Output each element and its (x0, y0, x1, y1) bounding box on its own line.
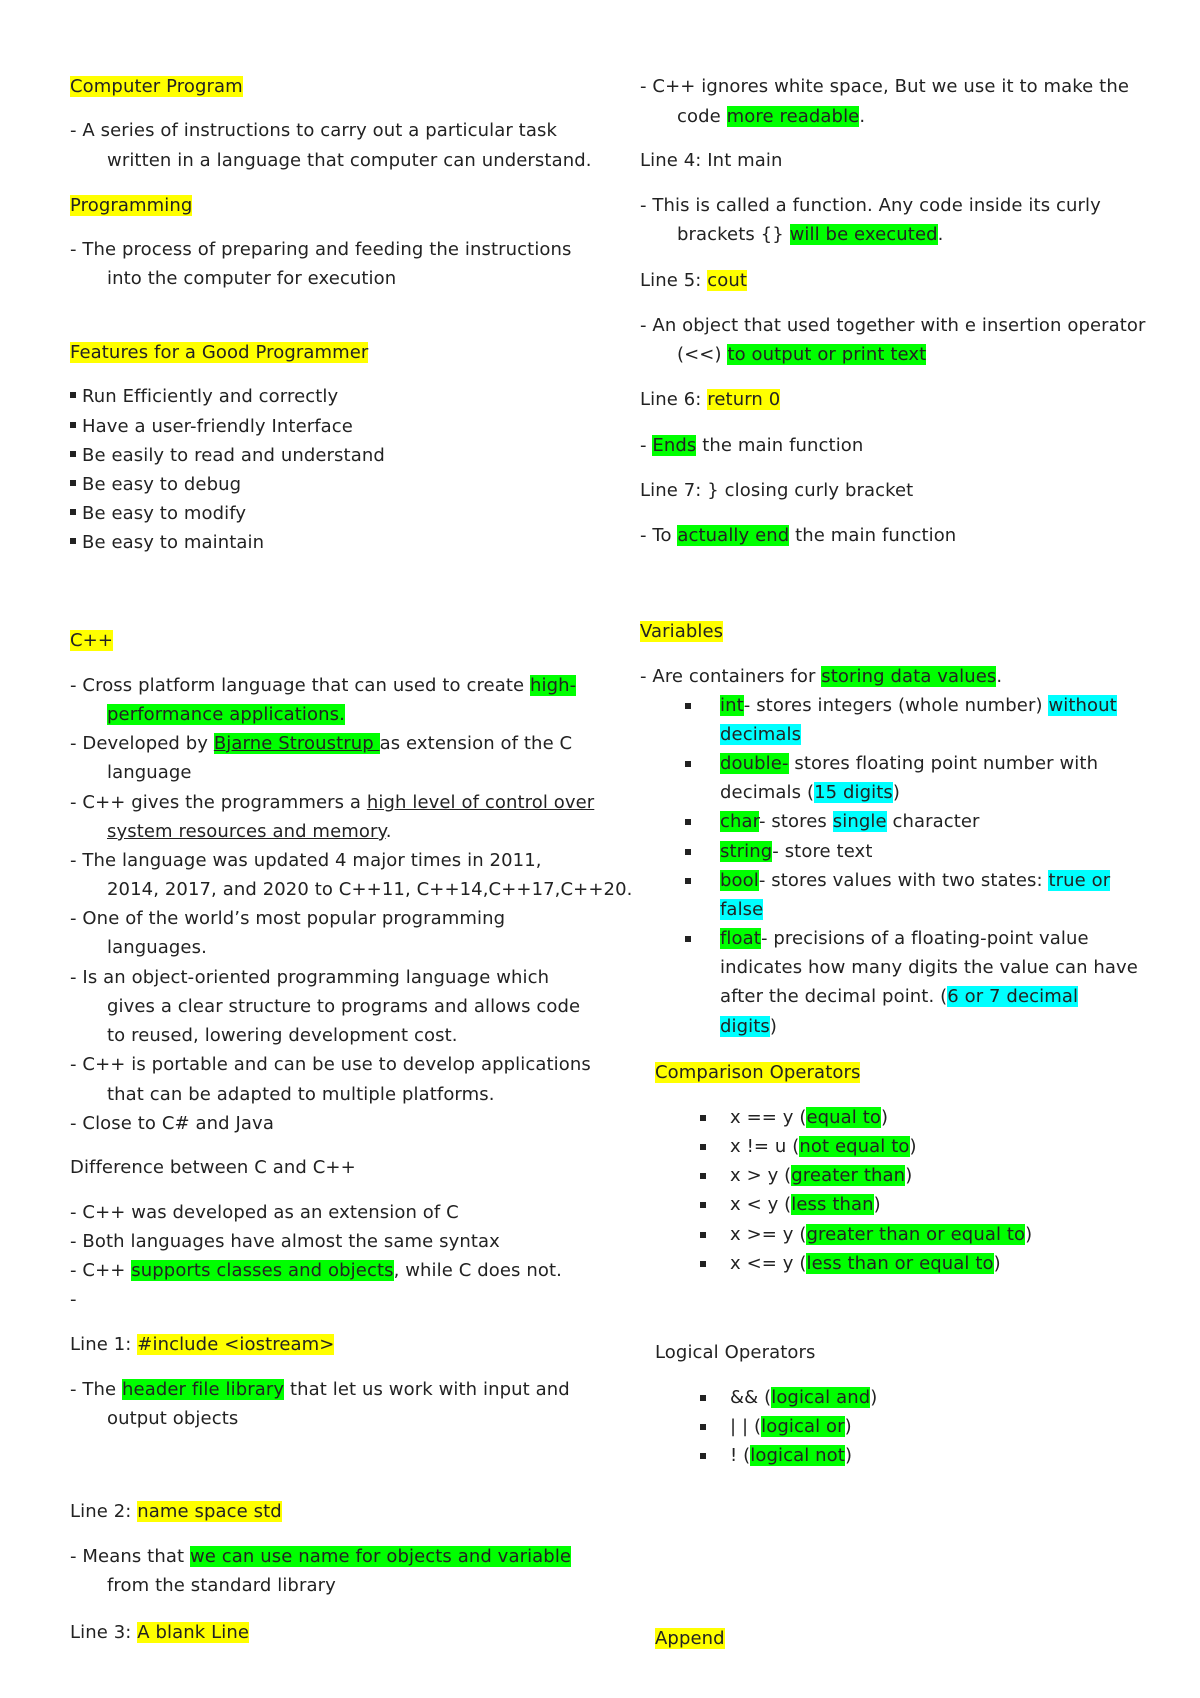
heading-comparison: Comparison Operators (655, 1062, 861, 1083)
comparison-op: x > y (greater than) (730, 1163, 912, 1189)
bullet-icon (700, 1144, 706, 1150)
heading-append: Append (655, 1628, 725, 1649)
var-type-char: char- stores single character (720, 809, 980, 835)
line-7-desc: - To actually end the main function (640, 525, 957, 546)
var-type-bool-cont: false (720, 899, 764, 920)
comparison-op: x == y (equal to) (730, 1105, 888, 1131)
var-type-float-cont: indicates how many digits the value can have (720, 957, 1138, 978)
cpp-point-3: - C++ gives the programmers a high level of control over (70, 792, 595, 813)
cpp-point-3-cont: system resources and memory. (107, 821, 392, 842)
feature-item: Be easy to debug (70, 472, 241, 498)
var-type-int: int- stores integers (whole number) without (720, 693, 1117, 719)
feature-item: Run Efficiently and correctly (70, 384, 338, 410)
bullet-icon (685, 761, 691, 767)
line-2-label: Line 2: name space std (70, 1501, 282, 1522)
bullet-icon (70, 451, 76, 457)
bullet-icon (700, 1115, 706, 1121)
line-3-label: Line 3: A blank Line (70, 1622, 250, 1643)
comparison-op: x <= y (less than or equal to) (730, 1251, 1001, 1277)
line-1-desc-cont: output objects (107, 1408, 239, 1429)
whitespace-note-cont: code more readable. (677, 106, 866, 127)
comparison-op: x >= y (greater than or equal to) (730, 1222, 1032, 1248)
heading-cpp: C++ (70, 630, 114, 651)
var-type-int-cont: decimals (720, 724, 802, 745)
comparison-op: x != u (not equal to) (730, 1134, 917, 1160)
variables-def: - Are containers for storing data values. (640, 666, 1003, 687)
cpp-point-5: - One of the world’s most popular programming (70, 908, 506, 929)
bullet-icon (70, 392, 76, 398)
diff-point-2: - Both languages have almost the same syntax (70, 1231, 500, 1252)
var-type-float-cont: after the decimal point. (6 or 7 decimal (720, 986, 1079, 1007)
diff-point-1: - C++ was developed as an extension of C (70, 1202, 459, 1223)
logical-op: && (logical and) (730, 1385, 877, 1411)
cpp-point-1: - Cross platform language that can used to create high- (70, 675, 577, 696)
heading-variables: Variables (640, 621, 724, 642)
bullet-icon (700, 1173, 706, 1179)
whitespace-note: - C++ ignores white space, But we use it to make the (640, 76, 1130, 97)
bullet-icon (685, 819, 691, 825)
bullet-icon (700, 1453, 706, 1459)
feature-item: Be easy to maintain (70, 530, 264, 556)
diff-point-4: - (70, 1289, 77, 1310)
bullet-icon (700, 1202, 706, 1208)
line-1-label: Line 1: #include <iostream> (70, 1334, 335, 1355)
line-4-desc: - This is called a function. Any code inside its curly (640, 195, 1101, 216)
cpp-point-2: - Developed by Bjarne Stroustrup as extension of the C (70, 733, 573, 754)
line-2-desc: - Means that we can use name for objects and variable (70, 1546, 572, 1567)
comparison-op: x < y (less than) (730, 1192, 881, 1218)
program-def-2: written in a language that computer can understand. (107, 150, 592, 171)
bullet-icon (700, 1261, 706, 1267)
programming-def-2: into the computer for execution (107, 268, 397, 289)
var-type-double: double- stores floating point number with (720, 751, 1098, 777)
heading-features: Features for a Good Programmer (70, 342, 369, 363)
bullet-icon (700, 1232, 706, 1238)
cpp-point-5-cont: languages. (107, 937, 207, 958)
line-5-desc-cont: (<<) to output or print text (677, 344, 927, 365)
line-6-desc: - Ends the main function (640, 435, 864, 456)
cpp-point-4-cont: 2014, 2017, and 2020 to C++11, C++14,C++17,C++20. (107, 879, 633, 900)
line-2-desc-cont: from the standard library (107, 1575, 336, 1596)
bullet-icon (70, 538, 76, 544)
line-5-label: Line 5: cout (640, 270, 748, 291)
bullet-icon (685, 849, 691, 855)
feature-item: Have a user-friendly Interface (70, 414, 353, 440)
cpp-point-6-cont: to reused, lowering development cost. (107, 1025, 458, 1046)
bullet-icon (685, 878, 691, 884)
heading-programming: Programming (70, 195, 193, 216)
line-4-label: Line 4: Int main (640, 150, 783, 171)
line-5-desc: - An object that used together with e insertion operator (640, 315, 1146, 336)
program-def-1: - A series of instructions to carry out a particular task (70, 120, 557, 141)
line-7-label: Line 7: } closing curly bracket (640, 480, 914, 501)
cpp-point-2-cont: language (107, 762, 192, 783)
var-type-bool: bool- stores values with two states: true or (720, 868, 1110, 894)
line-6-label: Line 6: return 0 (640, 389, 781, 410)
var-type-float-cont: digits) (720, 1016, 778, 1037)
bullet-icon (70, 509, 76, 515)
bullet-icon (700, 1424, 706, 1430)
heading-logical: Logical Operators (655, 1342, 816, 1363)
cpp-point-4: - The language was updated 4 major times in 2011, (70, 850, 542, 871)
var-type-double-cont: decimals (15 digits) (720, 782, 901, 803)
var-type-float: float- precisions of a floating-point value (720, 926, 1089, 952)
cpp-point-1-cont: performance applications. (107, 704, 345, 725)
bullet-icon (685, 703, 691, 709)
bullet-icon (70, 480, 76, 486)
cpp-point-8: - Close to C# and Java (70, 1113, 274, 1134)
heading-computer-program: Computer Program (70, 76, 243, 97)
cpp-point-6-cont: gives a clear structure to programs and allows code (107, 996, 581, 1017)
feature-item: Be easy to modify (70, 501, 246, 527)
diff-point-3: - C++ supports classes and objects, while C does not. (70, 1260, 562, 1281)
var-type-string: string- store text (720, 839, 872, 865)
bullet-icon (700, 1395, 706, 1401)
cpp-point-7-cont: that can be adapted to multiple platforms. (107, 1084, 495, 1105)
programming-def-1: - The process of preparing and feeding the instructions (70, 239, 572, 260)
cpp-point-7: - C++ is portable and can be use to develop applications (70, 1054, 591, 1075)
cpp-point-6: - Is an object-oriented programming language which (70, 967, 550, 988)
bullet-icon (685, 936, 691, 942)
line-4-desc-cont: brackets {} will be executed. (677, 224, 944, 245)
logical-op: | | (logical or) (730, 1414, 852, 1440)
line-1-desc: - The header file library that let us work with input and (70, 1379, 570, 1400)
heading-difference: Difference between C and C++ (70, 1157, 356, 1178)
bullet-icon (70, 422, 76, 428)
logical-op: ! (logical not) (730, 1443, 852, 1469)
feature-item: Be easily to read and understand (70, 443, 385, 469)
